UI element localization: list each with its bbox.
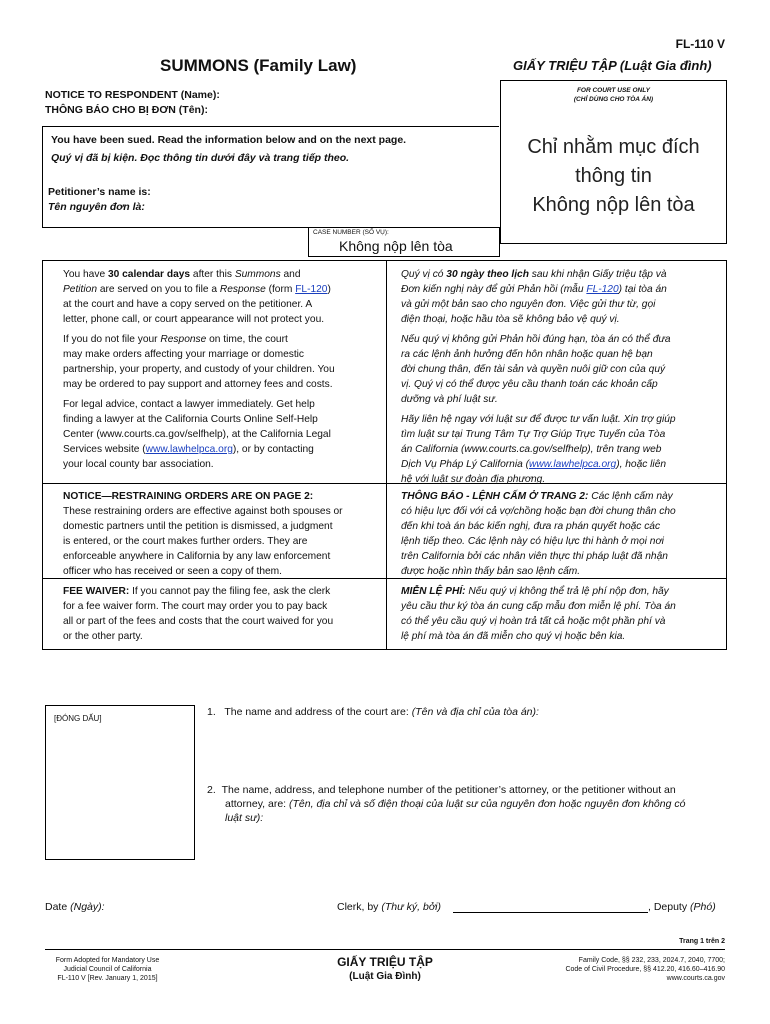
notice-label-en: NOTICE TO RESPONDENT (Name):: [45, 89, 220, 101]
info-line-3: Không nộp lên tòa: [532, 194, 695, 216]
deputy-label: [648, 900, 716, 914]
court-use-label: [501, 86, 726, 104]
restraining-orders-vi: THÔNG BÁO - LỆNH CẤM Ở TRANG 2: Các lệnh cấm này có hiệu lực đối với cả vợ/chồng hoặc bạn đời chung thân cho đến khi toà án bác kiến nghị, đưa ra phán quyết hoặc các lệnh tiếp theo. Các lệnh này có hiệu lực thi hành ở mọi nơi trên California bởi các nhân viên thực thi pháp luật đã nhận được hoặc nhìn thấy bản sao lệnh cấm.: [401, 491, 676, 577]
sued-notice-box: [42, 126, 499, 228]
court-use-label-en: FOR COURT USE ONLY: [576, 87, 651, 94]
item-2-label-en-2: attorney, are:: [225, 798, 290, 810]
court-address-item[interactable]: [207, 705, 539, 719]
fee-waiver-en: FEE WAIVER: If you cannot pay the filing fee, ask the clerk for a fee waiver form. The court may order you to pay back all or part of the fees and costs that the court waived for you or the other party.: [63, 586, 334, 642]
title-english: SUMMONS (Family Law): [160, 56, 357, 75]
restraining-orders-en: NOTICE—RESTRAINING ORDERS ARE ON PAGE 2: These restraining orders are effective against both spouses or domestic partners until the petition is dismissed, a judgment is entered, or the court makes further orders. They are enforceable anywhere in California by any law enforcement officer who has received or seen a copy of them.: [63, 491, 343, 577]
footer-left-1: Form Adopted for Mandatory Use: [55, 957, 160, 964]
notice-label-vi: THÔNG BÁO CHO BỊ ĐƠN (Tên):: [45, 104, 208, 116]
clerk-signature-line: [453, 912, 648, 913]
footer-left-3: FL-110 V [Rev. January 1, 2015]: [57, 975, 158, 982]
item-2-label-vi-2: luật sư):: [225, 812, 264, 824]
fl120-link[interactable]: FL-120: [295, 284, 328, 295]
sued-line-vi: Quý vị đã bị kiện. Đọc thông tin dưới đây và trang tiếp theo.: [51, 152, 350, 164]
footer-right-2: Code of Civil Procedure, §§ 412.20, 416.60–416.90: [565, 966, 725, 973]
fee-waiver-vi: MIỄN LỆ PHÍ: Nếu quý vị không thể trả lệ phí nộp đơn, hãy yêu cầu thư ký tòa án cung cấp mẫu đơn miễn lệ phí. Tòa án có thể yêu cầu quý vị hoàn trả tất cả hoặc một phần phí và lệ phí mà tòa án đã miễn cho quý vị hoặc bên kia.: [401, 586, 676, 642]
fl120-link-vi[interactable]: FL-120: [586, 284, 619, 295]
court-use-box: [500, 80, 727, 244]
footer-right-1: Family Code, §§ 232, 233, 2024.7, 2040, 7700;: [578, 957, 725, 964]
item-1-label-en: The name and address of the court are:: [224, 706, 412, 718]
petitioner-name-field[interactable]: [48, 185, 151, 215]
seal-label: [ĐÓNG DẤU]: [54, 714, 102, 723]
case-number-value: Không nộp lên tòa: [339, 238, 453, 254]
page-number: Trang 1 trên 2: [679, 938, 725, 945]
footer-left: [45, 956, 170, 983]
item-2-label-vi-1: (Tên, địa chỉ và số điện thoại của luật sư của nguyên đơn hoặc nguyên đơn không có: [289, 798, 686, 810]
item-1-number: 1.: [207, 706, 216, 718]
item-2-number: 2.: [207, 784, 216, 796]
case-number-label: CASE NUMBER (SỐ VỤ):: [313, 229, 389, 236]
date-label-vi: (Ngày):: [70, 901, 105, 913]
form-id: FL-110 V: [675, 37, 725, 51]
footer-rule: [45, 949, 725, 950]
response-deadline-en: You have 30 calendar days after this Summons and Petition are served on you to file a Response (form FL-120) at the court and have a copy served on the petitioner. A letter, phone call, or court appearance will not protect you. If you do not file your Response on time, the court may make orders affecting your marriage or domestic partnership, your property, and custody of your children. You may be ordered to pay support and attorney fees and costs. For legal advice, contact a lawyer immediately. Get help finding a lawyer at the California Courts Online Self-Help Center (www.courts.ca.gov/selfhelp), at the California Legal Services website (www.lawhelpca.org), or by contacting your local county bar association.: [63, 269, 335, 470]
deputy-label-en: , Deputy: [648, 901, 691, 913]
court-use-label-vi: (CHỈ DÙNG CHO TÒA ÁN): [573, 96, 654, 103]
item-1-label-vi: (Tên và địa chỉ của tòa án):: [411, 706, 539, 718]
sued-line-en: You have been sued. Read the information below and on the next page.: [51, 134, 407, 146]
information-only-stamp: [501, 133, 726, 220]
footer-title-2: (Luật Gia Đình): [349, 971, 421, 982]
clerk-label-en: Clerk, by: [337, 901, 382, 913]
item-2-label-en-1: The name, address, and telephone number of the petitioner’s attorney, or the petitioner without an: [221, 784, 676, 796]
date-field[interactable]: [45, 900, 105, 914]
response-deadline-vi: Quý vị có 30 ngày theo lịch sau khi nhận Giấy triệu tập và Đơn kiến nghị này để gửi Phản hồi (mẫu FL-120) tại tòa án và gửi một bản sao cho nguyên đơn. Việc gửi thư từ, gọi điện thoại, hoặc hầu tòa sẽ không bảo vệ quý vị. Nếu quý vị không gửi Phản hồi đúng hạn, tòa án có thể đưa ra các lệnh ảnh hưởng đến hôn nhân hoặc quan hệ bạn đời chung thân, đến tài sản và quyền nuôi giữ con của quý vị. Quý vị có thể được yêu cầu thanh toán các khoản cấp dưỡng và phí luật sư. Hãy liên hệ ngay với luật sư để được tư vấn luật. Xin trợ giúp tìm luật sư tại Trung Tâm Tự Trợ Giúp Trực Tuyến của Tòa án California (www.courts.ca.gov/selfhelp), trên trang web Dịch Vụ Pháp Lý California (www.lawhelpca.org), hoặc liên hệ với luật sư đoàn địa phương.: [401, 269, 676, 485]
petitioner-attorney-item[interactable]: [207, 783, 727, 825]
column-divider: [386, 261, 387, 649]
lawhelpca-link-vi[interactable]: www.lawhelpca.org: [528, 459, 617, 470]
petitioner-label-en: Petitioner’s name is:: [48, 186, 151, 198]
date-label-en: Date: [45, 901, 71, 913]
clerk-signature-field[interactable]: [337, 900, 441, 914]
info-line-2: thông tin: [575, 165, 652, 187]
clerk-label-vi: (Thư ký, bởi): [381, 901, 442, 913]
info-line-1: Chỉ nhằm mục đích: [527, 136, 700, 158]
court-seal-box: [45, 705, 195, 860]
footer-website: www.courts.ca.gov: [666, 975, 725, 982]
notice-table: [42, 260, 727, 650]
footer-title: [320, 955, 450, 984]
petitioner-label-vi: Tên nguyên đơn là:: [48, 201, 145, 213]
case-number-box[interactable]: [308, 227, 500, 257]
lawhelpca-link[interactable]: www.lawhelpca.org: [145, 444, 233, 455]
footer-left-2: Judicial Council of California: [63, 966, 152, 973]
footer-right: [565, 956, 725, 983]
footer-title-1: GIẤY TRIỆU TẬP: [337, 955, 433, 969]
deputy-label-vi: (Phó): [690, 901, 716, 913]
notice-to-respondent: [45, 88, 220, 118]
title-vietnamese: GIẤY TRIỆU TẬP (Luật Gia đình): [513, 58, 712, 73]
